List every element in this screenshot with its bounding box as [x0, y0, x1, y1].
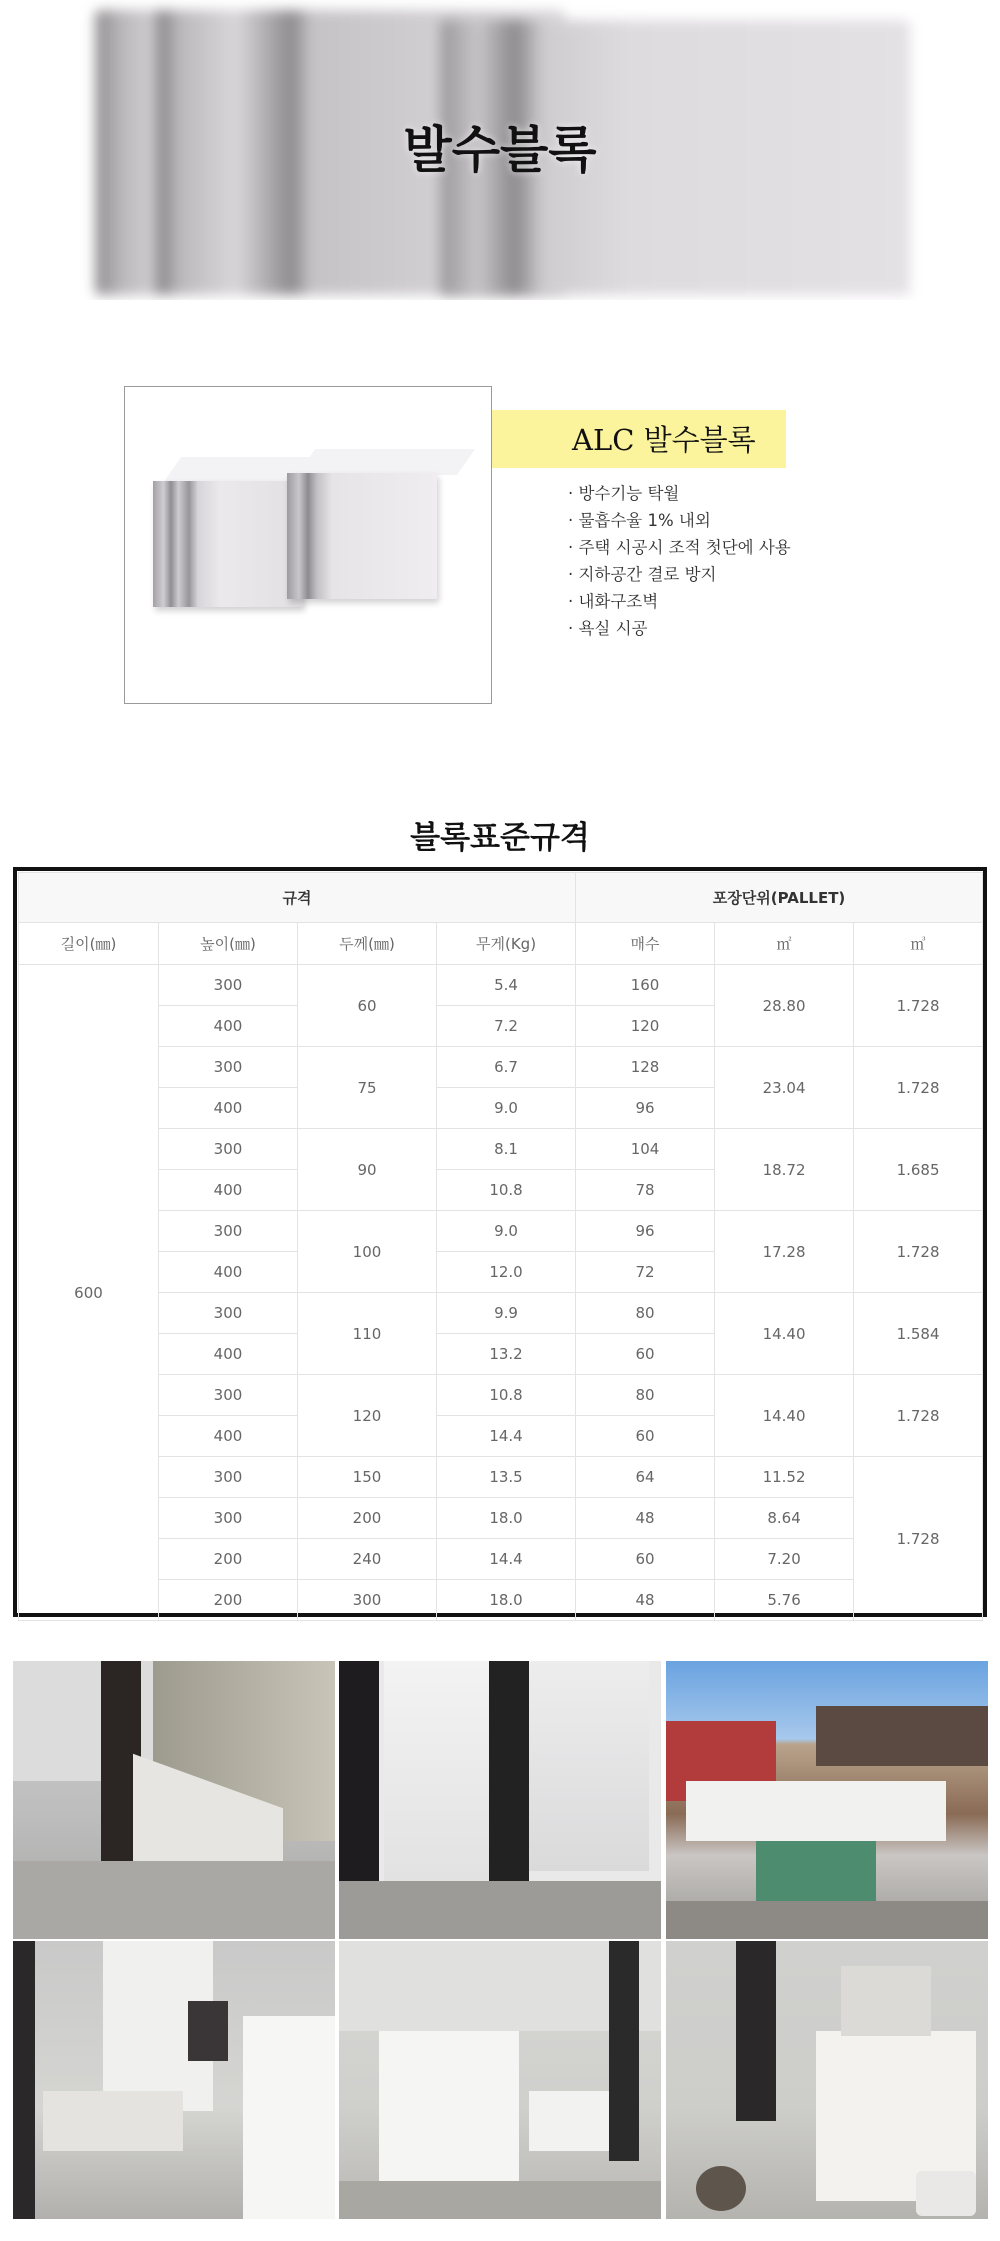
cell-thickness: 300: [298, 1580, 437, 1621]
cell-weight: 14.4: [437, 1539, 576, 1580]
cell-area: 5.76: [715, 1580, 854, 1621]
table-row: [19, 1498, 983, 1539]
cell-count: 48: [576, 1580, 715, 1621]
cell-volume: 1.584: [854, 1293, 983, 1375]
column-header: ㎥: [854, 923, 983, 965]
cell-height: 400: [159, 1006, 298, 1047]
feature-list: [568, 480, 791, 642]
site-photo: [13, 1941, 335, 2219]
cell-weight: 13.5: [437, 1457, 576, 1498]
column-header: 매수: [576, 923, 715, 965]
column-header: 두께(㎜): [298, 923, 437, 965]
column-header: 무게(Kg): [437, 923, 576, 965]
site-photo: [339, 1661, 661, 1939]
column-header: ㎡: [715, 923, 854, 965]
cell-volume: 1.728: [854, 1047, 983, 1129]
spec-table: [18, 872, 983, 1621]
cell-count: 128: [576, 1047, 715, 1088]
table-row: [19, 965, 983, 1006]
cell-weight: 10.8: [437, 1170, 576, 1211]
block-image-right: [287, 449, 462, 599]
table-row: [19, 1211, 983, 1252]
spec-table-body: [19, 965, 983, 1621]
product-name: ALC 발수블록: [572, 423, 756, 457]
cell-count: 80: [576, 1293, 715, 1334]
cell-area: 17.28: [715, 1211, 854, 1293]
cell-height: 200: [159, 1580, 298, 1621]
cell-volume: 1.728: [854, 965, 983, 1047]
cell-weight: 12.0: [437, 1252, 576, 1293]
cell-count: 48: [576, 1498, 715, 1539]
feature-item: · 욕실 시공: [568, 619, 648, 638]
site-photo: [13, 1661, 335, 1939]
cell-thickness: 150: [298, 1457, 437, 1498]
cell-thickness: 90: [298, 1129, 437, 1211]
cell-area: 8.64: [715, 1498, 854, 1539]
cell-count: 104: [576, 1129, 715, 1170]
cell-area: 23.04: [715, 1047, 854, 1129]
column-header: 길이(㎜): [19, 923, 159, 965]
feature-item: · 물흡수율 1% 내외: [568, 511, 711, 530]
cell-height: 300: [159, 1211, 298, 1252]
hero-banner: [0, 0, 1000, 300]
cell-area: 28.80: [715, 965, 854, 1047]
table-row: [19, 1539, 983, 1580]
site-photo: [666, 1941, 988, 2219]
spec-table-frame: [13, 867, 987, 1617]
cell-weight: 7.2: [437, 1006, 576, 1047]
cell-count: 96: [576, 1088, 715, 1129]
cell-area: 18.72: [715, 1129, 854, 1211]
cell-length: 600: [19, 965, 159, 1621]
table-row: [19, 1047, 983, 1088]
cell-count: 120: [576, 1006, 715, 1047]
cell-height: 300: [159, 1457, 298, 1498]
cell-area: 14.40: [715, 1375, 854, 1457]
cell-thickness: 110: [298, 1293, 437, 1375]
table-row: [19, 1457, 983, 1498]
cell-weight: 10.8: [437, 1375, 576, 1416]
cell-height: 300: [159, 1047, 298, 1088]
cell-volume: 1.685: [854, 1129, 983, 1211]
cell-count: 72: [576, 1252, 715, 1293]
table-row: [19, 1293, 983, 1334]
cell-thickness: 120: [298, 1375, 437, 1457]
cell-count: 80: [576, 1375, 715, 1416]
cell-height: 400: [159, 1088, 298, 1129]
cell-count: 60: [576, 1416, 715, 1457]
cell-height: 300: [159, 1375, 298, 1416]
cell-weight: 9.9: [437, 1293, 576, 1334]
cell-count: 160: [576, 965, 715, 1006]
cell-weight: 14.4: [437, 1416, 576, 1457]
cell-height: 300: [159, 1498, 298, 1539]
cell-volume: 1.728: [854, 1457, 983, 1621]
cell-height: 400: [159, 1416, 298, 1457]
column-header: 높이(㎜): [159, 923, 298, 965]
cell-volume: 1.728: [854, 1375, 983, 1457]
cell-volume: 1.728: [854, 1211, 983, 1293]
feature-item: · 방수기능 탁월: [568, 484, 680, 503]
table-row: [19, 1129, 983, 1170]
cell-height: 300: [159, 1293, 298, 1334]
cell-count: 78: [576, 1170, 715, 1211]
cell-weight: 9.0: [437, 1211, 576, 1252]
cell-count: 64: [576, 1457, 715, 1498]
cell-weight: 13.2: [437, 1334, 576, 1375]
cell-weight: 9.0: [437, 1088, 576, 1129]
cell-weight: 6.7: [437, 1047, 576, 1088]
cell-thickness: 100: [298, 1211, 437, 1293]
product-image: [124, 386, 492, 704]
cell-thickness: 60: [298, 965, 437, 1047]
cell-height: 400: [159, 1170, 298, 1211]
cell-count: 60: [576, 1539, 715, 1580]
hero-title: 발수블록: [403, 120, 597, 179]
cell-height: 300: [159, 965, 298, 1006]
cell-weight: 8.1: [437, 1129, 576, 1170]
cell-area: 11.52: [715, 1457, 854, 1498]
cell-count: 96: [576, 1211, 715, 1252]
cell-area: 7.20: [715, 1539, 854, 1580]
group-header-packing: 포장단위(PALLET): [576, 873, 983, 923]
cell-weight: 18.0: [437, 1498, 576, 1539]
cell-height: 200: [159, 1539, 298, 1580]
cell-height: 400: [159, 1334, 298, 1375]
feature-item: · 주택 시공시 조적 첫단에 사용: [568, 538, 791, 557]
cell-thickness: 200: [298, 1498, 437, 1539]
cell-count: 60: [576, 1334, 715, 1375]
table-row: [19, 1580, 983, 1621]
cell-weight: 5.4: [437, 965, 576, 1006]
group-header-spec: 규격: [19, 873, 576, 923]
cell-area: 14.40: [715, 1293, 854, 1375]
spec-title: 블록표준규격: [410, 820, 590, 856]
site-photo: [666, 1661, 988, 1939]
table-row: [19, 1375, 983, 1416]
feature-item: · 지하공간 결로 방지: [568, 565, 717, 584]
cell-height: 300: [159, 1129, 298, 1170]
cell-thickness: 240: [298, 1539, 437, 1580]
feature-item: · 내화구조벽: [568, 592, 659, 611]
cell-height: 400: [159, 1252, 298, 1293]
site-photo: [339, 1941, 661, 2219]
cell-weight: 18.0: [437, 1580, 576, 1621]
cell-thickness: 75: [298, 1047, 437, 1129]
